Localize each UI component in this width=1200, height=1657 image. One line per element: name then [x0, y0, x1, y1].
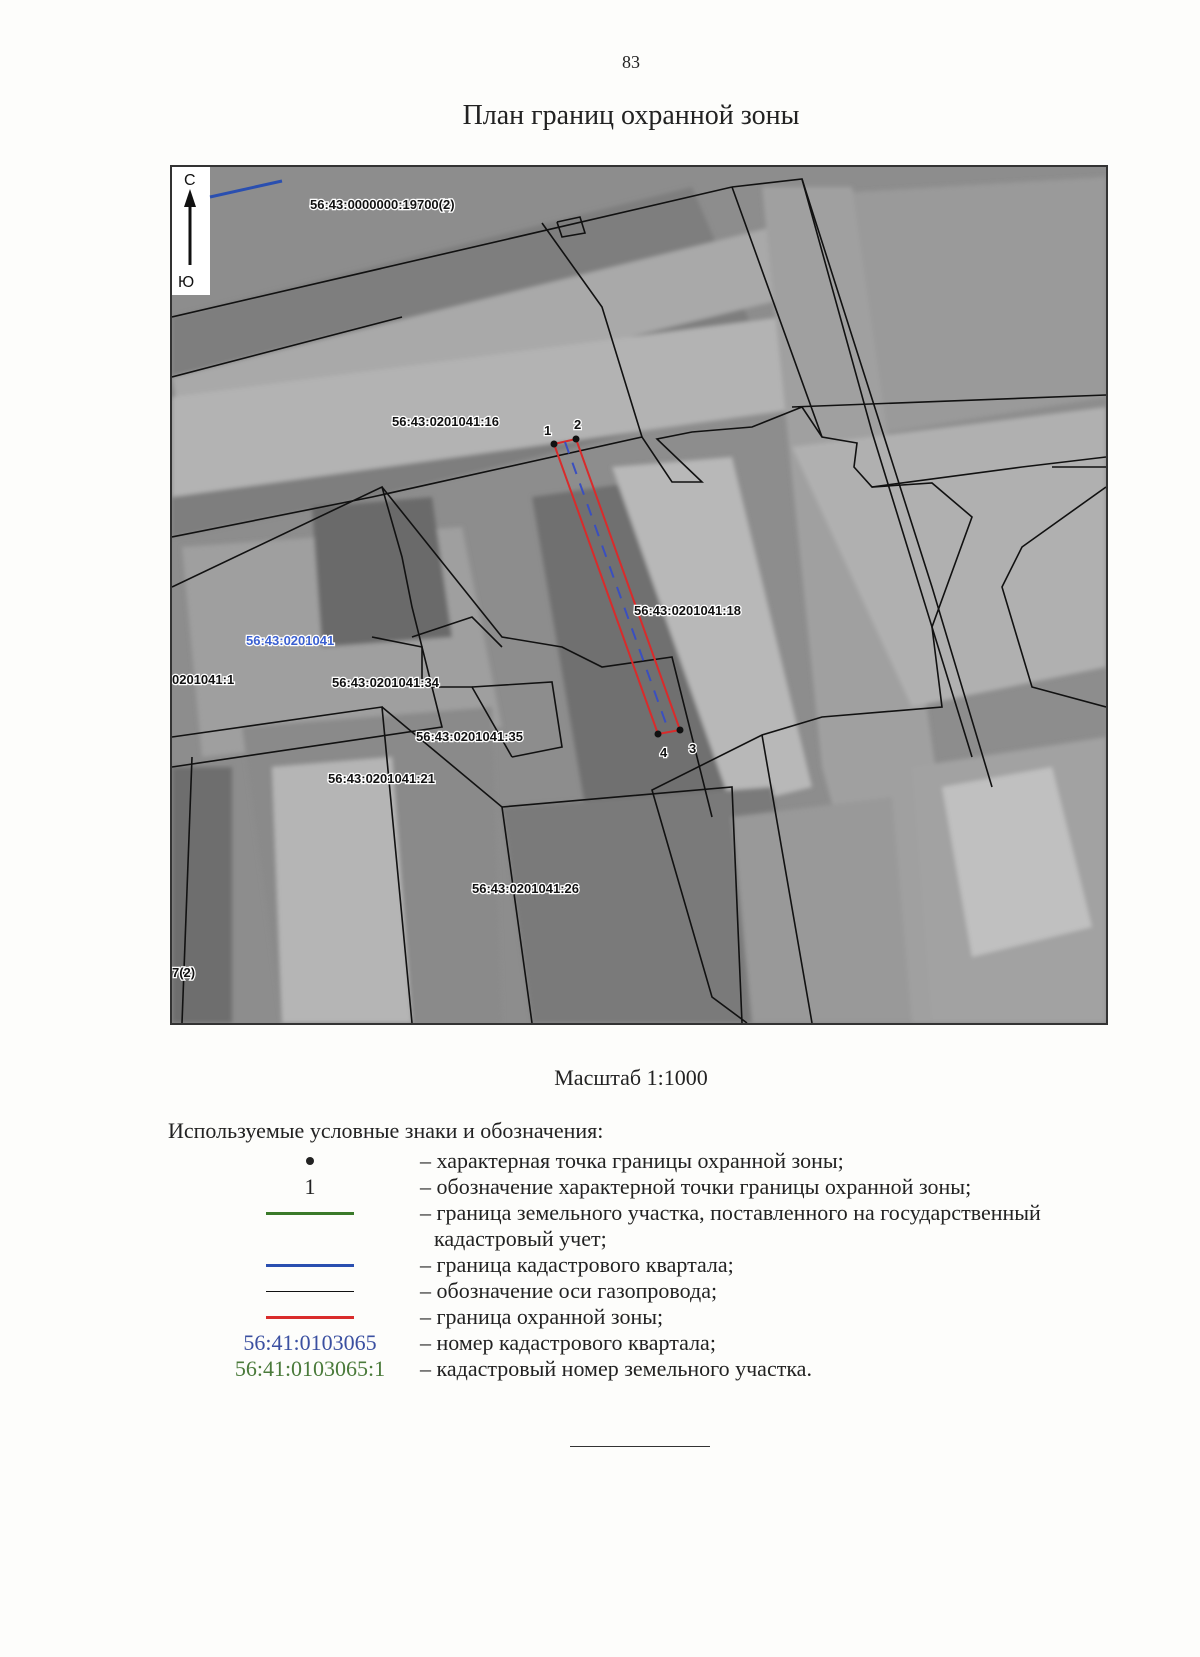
legend-text-line: – граница земельного участка, поставленного на государственный [420, 1200, 1041, 1225]
legend-text: – граница охранной зоны; [420, 1304, 664, 1329]
green-line-icon [266, 1212, 354, 1215]
legend-text: – обозначение оси газопровода; [420, 1278, 718, 1303]
blue-line-icon [266, 1264, 354, 1267]
map-label-parcel: 56:43:0201041:34 [332, 675, 439, 690]
map-label-parcel: 56:43:0201041:18 [634, 603, 741, 618]
point-dot-icon [306, 1157, 314, 1165]
characteristic-point-3[interactable] [677, 727, 684, 734]
aerial-imagery [172, 177, 1106, 1023]
south-label: Ю [178, 274, 195, 291]
legend-text: – обозначение характерной точки границы охранной зоны; [420, 1174, 972, 1199]
legend-text: – граница кадастрового квартала; [420, 1252, 734, 1277]
map-label-parcel: 56:43:0201041:26 [472, 881, 579, 896]
map-label-parcel: 7(2) [172, 965, 196, 980]
map-label-quarter: 56:43:0201041 [246, 633, 335, 648]
map-label-parcel: 56:43:0201041:16 [392, 414, 499, 429]
legend-text [420, 1200, 1120, 1252]
legend-row [200, 1330, 1120, 1356]
map-label-parcel: 56:43:0201041:21 [328, 771, 435, 786]
point-label-2: 2 [574, 417, 582, 432]
map-frame[interactable] [170, 165, 1108, 1025]
point-label-4: 4 [660, 745, 668, 760]
map-canvas[interactable] [172, 167, 1106, 1023]
map-label-parcel: 56:43:0201041:35 [416, 729, 523, 744]
point-number-symbol: 1 [304, 1174, 316, 1199]
legend-text: – номер кадастрового квартала; [420, 1330, 716, 1355]
north-label: С [184, 172, 196, 189]
end-divider [570, 1446, 710, 1447]
page-number: 83 [622, 52, 640, 72]
legend-row [200, 1304, 1120, 1330]
scale-text: Масштаб 1:1000 [554, 1065, 708, 1090]
legend-row [200, 1200, 1120, 1252]
red-line-icon [266, 1316, 354, 1319]
legend-row [200, 1278, 1120, 1304]
legend-title: Используемые условные знаки и обозначения: [168, 1118, 604, 1143]
characteristic-point-4[interactable] [655, 731, 662, 738]
legend-row [200, 1356, 1120, 1382]
characteristic-point-1[interactable] [551, 441, 558, 448]
quarter-number-sample: 56:41:0103065 [243, 1330, 377, 1355]
point-label-1: 1 [544, 423, 552, 438]
legend-row [200, 1174, 1120, 1200]
point-label-3: 3 [689, 741, 697, 756]
legend-row [200, 1148, 1120, 1174]
legend-row [200, 1252, 1120, 1278]
legend-text: – кадастровый номер земельного участка. [420, 1356, 812, 1381]
black-line-icon [266, 1291, 354, 1292]
legend-text: – характерная точка границы охранной зоны; [420, 1148, 844, 1173]
map-label-parcel: 0201041:1 [172, 672, 235, 687]
legend [200, 1148, 1120, 1382]
characteristic-point-2[interactable] [573, 436, 580, 443]
map-label-parcel: 56:43:0000000:19700(2) [310, 197, 455, 212]
parcel-number-sample: 56:41:0103065:1 [234, 1356, 386, 1381]
legend-text-line: кадастровый учет; [434, 1226, 607, 1251]
page-title: План границ охранной зоны [462, 100, 800, 131]
